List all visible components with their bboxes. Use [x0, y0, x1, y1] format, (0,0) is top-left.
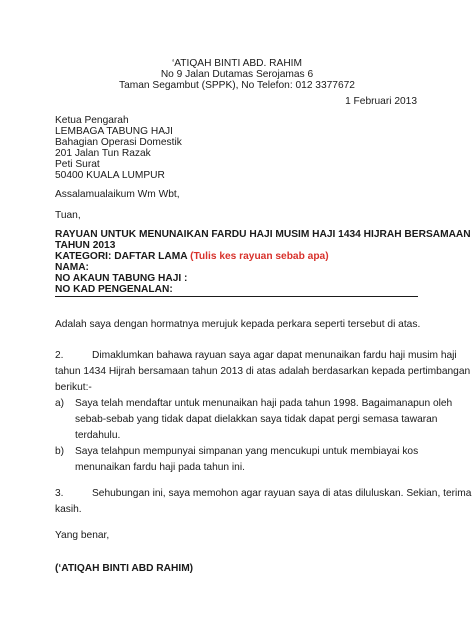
subject-underline — [55, 296, 418, 297]
paragraph-2-line-2: tahun 1434 Hijrah bersamaan tahun 2013 di atas adalah berdasarkan kepada pertimbangan — [55, 366, 471, 377]
subject-category — [55, 251, 329, 263]
category-note: (Tulis kes rayuan sebab apa) — [190, 251, 329, 262]
id-label: NO KAD PENGENALAN: — [55, 284, 173, 295]
item-b-marker: b) — [55, 446, 65, 457]
sender-address-line-1: No 9 Jalan Dutamas Serojamas 6 — [160, 69, 314, 80]
subject-line-2: TAHUN 2013 — [55, 240, 116, 251]
letter-date: 1 Februari 2013 — [345, 96, 417, 107]
salutation: Tuan, — [55, 210, 81, 221]
paragraph-3-number: 3. — [55, 488, 64, 499]
intro-paragraph: Adalah saya dengan hormatnya merujuk kepada perkara seperti tersebut di atas. — [55, 319, 421, 330]
item-b-line-2: menunaikan fardu haji pada tahun ini. — [75, 462, 245, 473]
item-a-line-1: Saya telah mendaftar untuk menunaikan haji pada tahun 1998. Bagaimanapun oleh — [75, 398, 453, 409]
recipient-line-3: Bahagian Operasi Domestik — [55, 137, 182, 148]
subject-line-1: RAYUAN UNTUK MENUNAIKAN FARDU HAJI MUSIM HAJI 1434 HIJRAH BERSAMAAN — [55, 229, 471, 240]
sender-address-line-2: Taman Segambut (SPPK), No Telefon: 012 3377672 — [119, 80, 355, 91]
item-a-line-2: sebab-sebab yang tidak dapat dielakkan saya tidak dapat pergi semasa tawaran — [75, 414, 438, 425]
signature-name: (‘ATIQAH BINTI ABD RAHIM) — [55, 563, 194, 574]
paragraph-2-number: 2. — [55, 350, 64, 361]
recipient-line-6: 50400 KUALA LUMPUR — [55, 170, 165, 181]
recipient-line-5: Peti Surat — [55, 159, 100, 170]
sender-name: ‘ATIQAH BINTI ABD. RAHIM — [172, 58, 302, 69]
item-a-marker: a) — [55, 398, 65, 409]
recipient-line-1: Ketua Pengarah — [55, 115, 129, 126]
closing: Yang benar, — [55, 530, 110, 541]
greeting: Assalamualaikum Wm Wbt, — [55, 189, 180, 200]
account-label: NO AKAUN TABUNG HAJI : — [55, 273, 188, 284]
item-a-line-3: terdahulu. — [75, 430, 121, 441]
category-label: KATEGORI: DAFTAR LAMA — [55, 251, 188, 262]
name-label: NAMA: — [55, 262, 89, 273]
paragraph-3-line-2: kasih. — [55, 504, 82, 515]
paragraph-3-line-1: Sehubungan ini, saya memohon agar rayuan saya di atas diluluskan. Sekian, terima — [92, 488, 472, 499]
paragraph-2-line-1: Dimaklumkan bahawa rayuan saya agar dapat menunaikan fardu haji musim haji — [92, 350, 457, 361]
recipient-line-2: LEMBAGA TABUNG HAJI — [55, 126, 173, 137]
item-b-line-1: Saya telahpun mempunyai simpanan yang mencukupi untuk membiayai kos — [75, 446, 419, 457]
recipient-line-4: 201 Jalan Tun Razak — [55, 148, 151, 159]
paragraph-2-line-3: berikut:- — [55, 382, 92, 393]
